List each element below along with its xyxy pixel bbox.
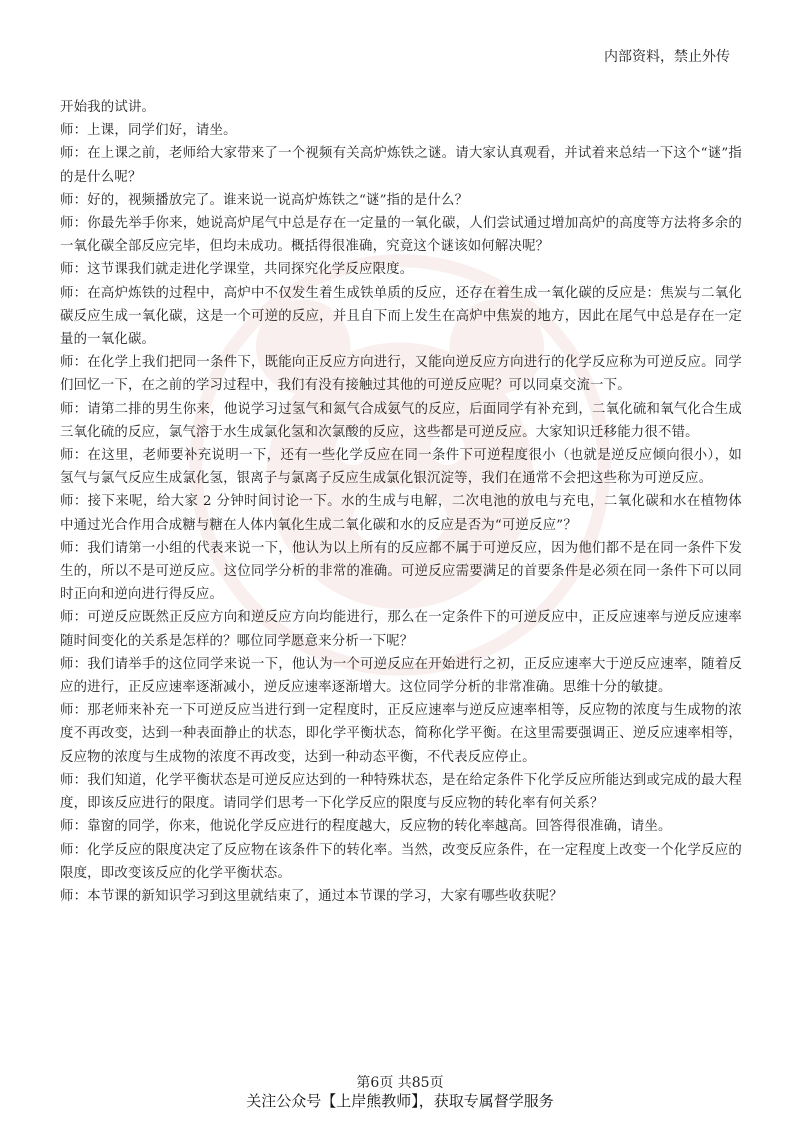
paragraph: 师：上课，同学们好，请坐。 xyxy=(60,123,237,139)
paragraph: 师：可逆反应既然正反应方向和逆反应方向均能进行，那么在一定条件下的可逆反应中，正反应速率与逆反应速率随时间变化的关系是怎样的？哪位同学愿意来分析一下呢？ xyxy=(60,610,742,649)
paragraph: 师：靠窗的同学，你来，他说化学反应进行的程度越大，反应物的转化率越高。回答得很准确，请坐。 xyxy=(60,819,672,835)
confidential-note: 内部资料，禁止外传 xyxy=(604,49,730,65)
paragraph: 师：接下来呢，给大家 2 分钟时间讨论一下。水的生成与电解，二次电池的放电与充电，二氧化碳和水在植物体中通过光合作用合成糖与糖在人体内氧化生成二氧化碳和水的反应是否为“可逆反应”？ xyxy=(60,494,742,533)
paragraph: 师：在高炉炼铁的过程中，高炉中不仅发生着生成铁单质的反应，还存在着生成一氧化碳的反应是：焦炭与二氧化碳反应生成一氧化碳，这是一个可逆的反应，并且自下而上发生在高炉中焦炭的地方，因此在尾气中总是存在一定量的一氧化碳。 xyxy=(60,285,742,348)
page-number: 第6页 共85页 xyxy=(356,1075,444,1091)
paragraph: 师：在上课之前，老师给大家带来了一个视频有关高炉炼铁之谜。请大家认真观看，并试着来总结一下这个“谜”指的是什么呢？ xyxy=(60,146,742,185)
paragraph: 开始我的试讲。 xyxy=(60,100,156,115)
paragraph: 师：在这里，老师要补充说明一下，还有一些化学反应在同一条件下可逆程度很小（也就是逆反应倾向很小），如氢气与氯气反应生成氯化氢，银离子与氯离子反应生成氯化银沉淀等，我们在通常不会把这些称为可逆反应。 xyxy=(60,448,742,487)
paragraph: 师：我们请第一小组的代表来说一下，他认为以上所有的反应都不属于可逆反应，因为他们都不是在同一条件下发生的，所以不是可逆反应。这位同学分析的非常的准确。可逆反应需要满足的首要条件是必须在同一条件下可以同时正向和逆向进行得反应。 xyxy=(60,540,742,603)
paragraph: 师：那老师来补充一下可逆反应当进行到一定程度时，正反应速率与逆反应速率相等，反应物的浓度与生成物的浓度不再改变，达到一种表面静止的状态，即化学平衡状态，简称化学平衡。在这里需要强调正、逆反应速率相等，反应物的浓度与生成物的浓度不再改变，达到一种动态平衡，不代表反应停止。 xyxy=(60,703,742,765)
document-body xyxy=(60,96,742,908)
paragraph: 师：化学反应的限度决定了反应物在该条件下的转化率。当然，改变反应条件，在一定程度上改变一个化学反应的限度，即改变该反应的化学平衡状态。 xyxy=(60,842,742,881)
paragraph: 师：我们知道，化学平衡状态是可逆反应达到的一种特殊状态，是在给定条件下化学反应所能达到或完成的最大程度，即该反应进行的限度。请同学们思考一下化学反应的限度与反应物的转化率有何关系？ xyxy=(60,772,742,812)
paragraph: 师：本节课的新知识学习到这里就结束了，通过本节课的学习，大家有哪些收获呢？ xyxy=(60,888,563,904)
paragraph: 师：请第二排的男生你来，他说学习过氢气和氮气合成氨气的反应，后面同学有补充到，二氧化硫和氧气化合生成三氧化硫的反应，氯气溶于水生成氯化氢和次氯酸的反应，这些都是可逆反应。大家知识迁移能力很不错。 xyxy=(60,401,742,440)
footer-promo: 关注公众号【上岸熊教师】，获取专属督学服务 xyxy=(246,1092,554,1110)
paragraph: 师：在化学上我们把同一条件下，既能向正反应方向进行，又能向逆反应方向进行的化学反应称为可逆反应。同学们回忆一下，在之前的学习过程中，我们有没有接触过其他的可逆反应呢？可以同桌交流一下。 xyxy=(60,355,742,394)
paragraph: 师：我们请举手的这位同学来说一下，他认为一个可逆反应在开始进行之初，正反应速率大于逆反应速率，随着反应的进行，正反应速率逐渐减小，逆反应速率逐渐增大。这位同学分析的非常准确。思维十分的敏捷。 xyxy=(60,656,742,696)
paragraph: 师：这节课我们就走进化学课堂，共同探究化学反应限度。 xyxy=(60,262,414,278)
paragraph: 师：你最先举手你来，她说高炉尾气中总是存在一定量的一氧化碳，人们尝试通过增加高炉的高度等方法将多余的一氧化碳全部反应完毕，但均未成功。概括得很准确，究竟这个谜该如何解决呢？ xyxy=(60,216,742,255)
paragraph: 师：好的，视频播放完了。谁来说一说高炉炼铁之“谜”指的是什么？ xyxy=(60,192,469,208)
